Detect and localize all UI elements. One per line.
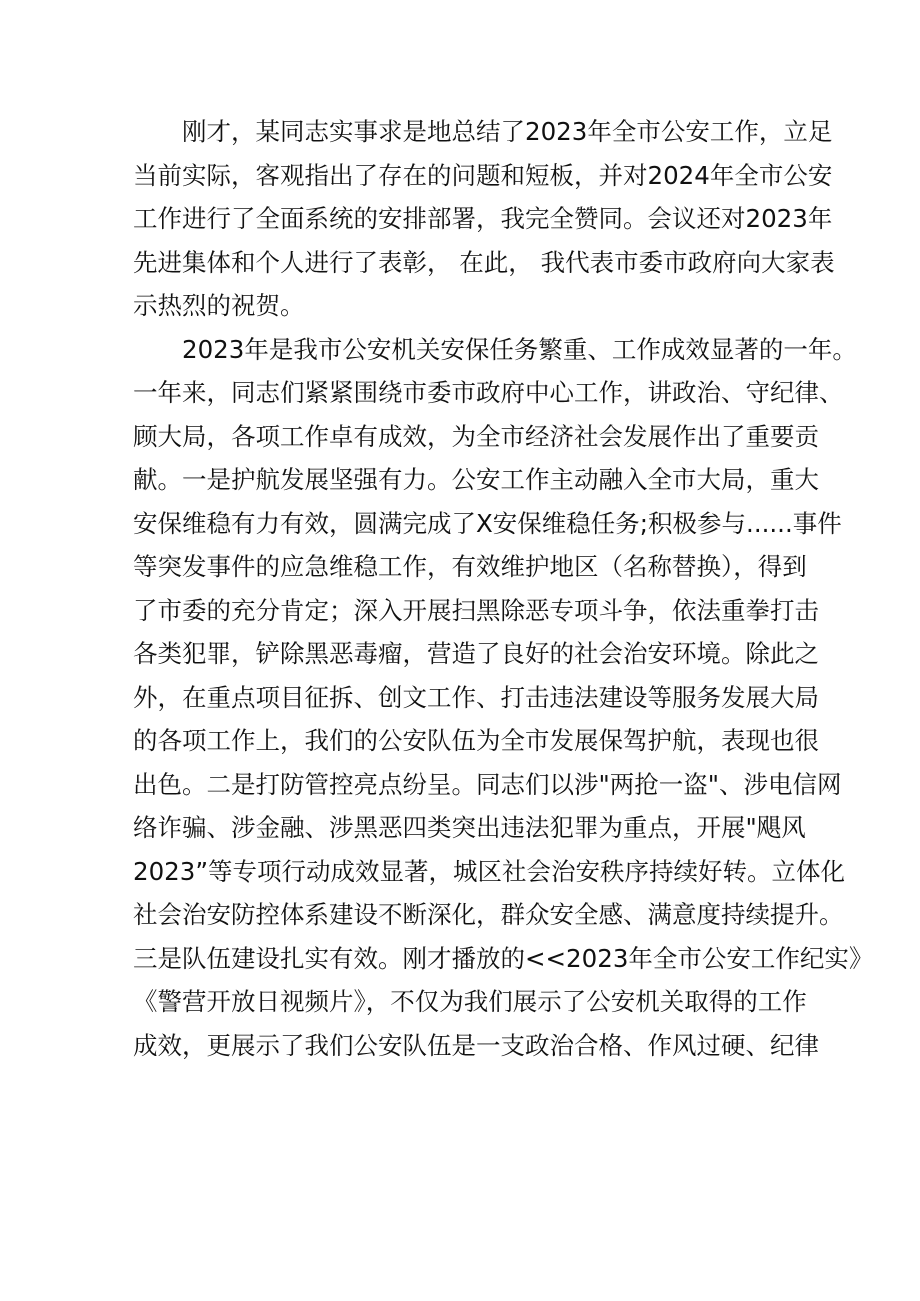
text-line: 顾大局，各项工作卓有成效，为全市经济社会发展作出了重要贡 — [133, 421, 819, 451]
text-line: 外，在重点项目征拆、创文工作、打击违法建设等服务发展大局 — [133, 682, 819, 712]
text-line: 献。一是护航发展坚强有力。公安工作主动融入全市大局，重大 — [133, 465, 819, 494]
text-line: 《警营开放日视频片》，不仅为我们展示了公安机关取得的工作 — [133, 987, 807, 1016]
text-line: 等突发事件的应急维稳工作，有效维护地区（名称替换），得到 — [133, 552, 807, 581]
text-line: 出色。二是打防管控亮点纷呈。同志们以涉"两抢一盗"、涉电信网 — [133, 769, 842, 799]
text-line: 2023”等专项行动成效显著，城区社会治安秩序持续好转。立体化 — [133, 856, 846, 886]
paragraph-2 — [133, 328, 874, 1068]
text-line: 示热烈的祝贺。 — [133, 291, 305, 320]
text-line: 先进集体和个人进行了表彰， 在此， 我代表市委市政府向大家表 — [133, 247, 835, 277]
text-line: 工作进行了全面系统的安排部署，我完全赞同。会议还对2023年 — [133, 204, 833, 233]
body-text — [133, 110, 874, 1067]
text-line: 2023年是我市公安机关安保任务繁重、工作成效显著的一年。 — [182, 334, 857, 364]
paragraph-1 — [133, 110, 835, 328]
text-line: 一年来，同志们紧紧围绕市委市政府中心工作，讲政治、守纪律、 — [133, 378, 844, 407]
text-line: 当前实际，客观指出了存在的问题和短板，并对2024年全市公安 — [133, 160, 833, 190]
text-line: 三是队伍建设扎实有效。刚才播放的<<2023年全市公安工作纪实》 — [133, 943, 874, 973]
text-line: 了市委的充分肯定；深入开展扫黑除恶专项斗争，依法重拳打击 — [133, 595, 819, 625]
text-line: 社会治安防控体系建设不断深化，群众安全感、满意度持续提升。 — [133, 900, 844, 929]
text-line: 各类犯罪，铲除黑恶毒瘤，营造了良好的社会治安环境。除此之 — [133, 639, 819, 668]
text-line: 络诈骗、涉金融、涉黑恶四类突出违法犯罪为重点，开展"飓风 — [133, 813, 806, 842]
text-line: 安保维稳有力有效，圆满完成了X安保维稳任务;积极参与......事件 — [133, 508, 842, 538]
text-line: 刚才，某同志实事求是地总结了2023年全市公安工作，立足 — [182, 117, 833, 146]
text-line: 成效，更展示了我们公安队伍是一支政治合格、作风过硬、纪律 — [133, 1030, 819, 1060]
text-line: 的各项工作上，我们的公安队伍为全市发展保驾护航，表现也很 — [133, 726, 819, 755]
